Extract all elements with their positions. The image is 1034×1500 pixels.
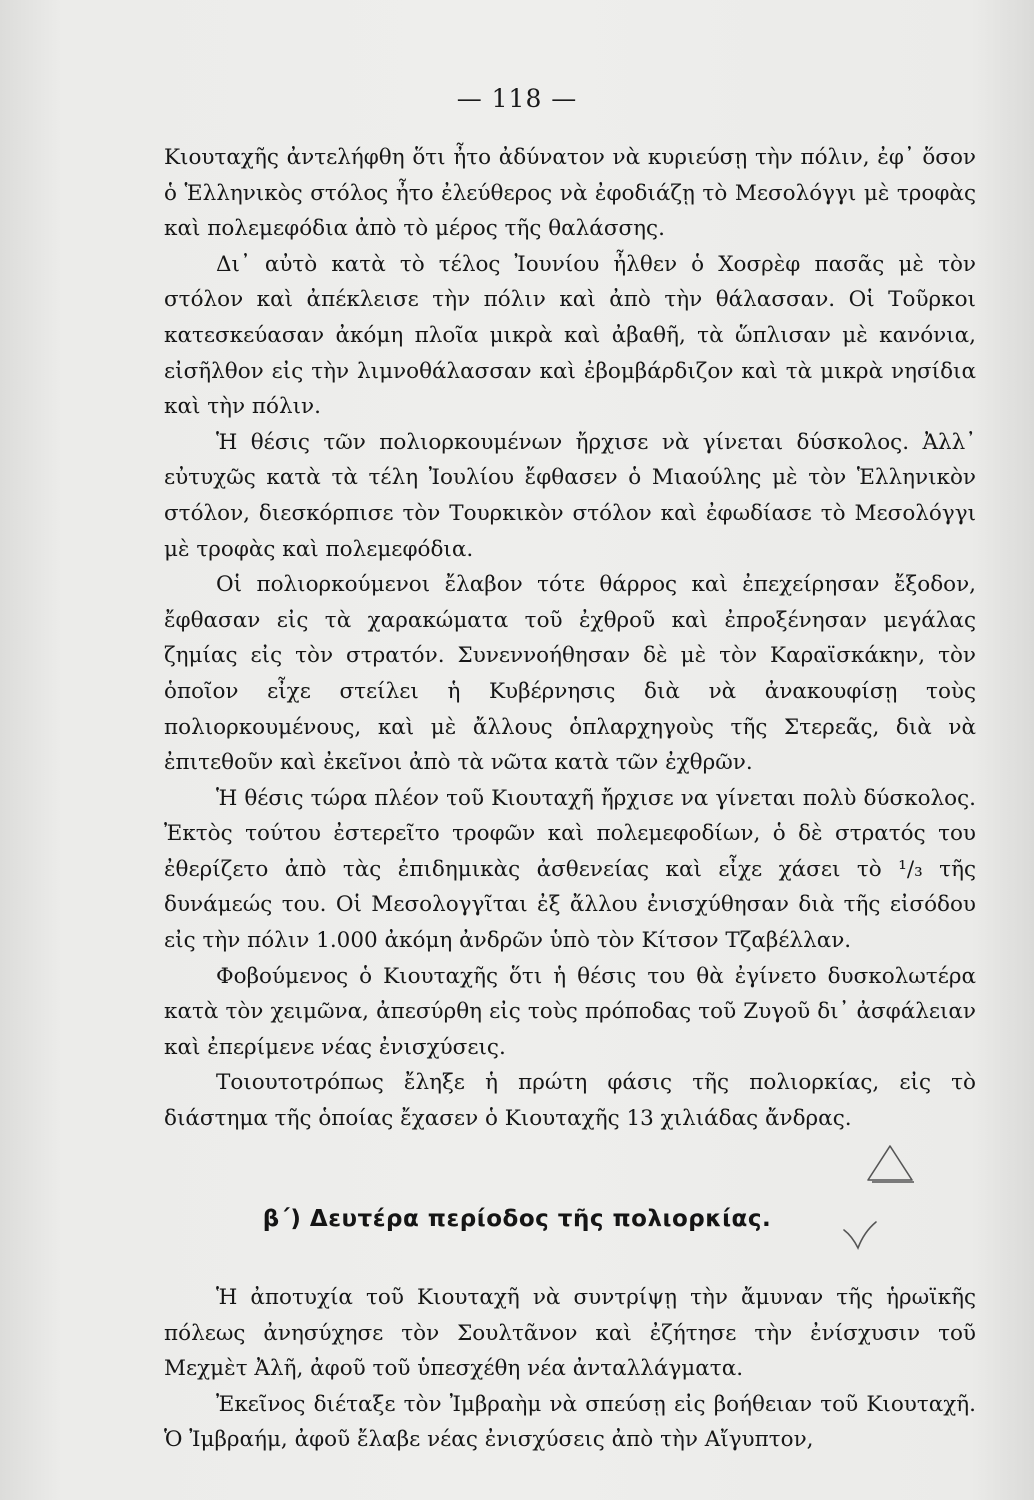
paragraph-4: Οἱ πολιορκούμενοι ἔλαβον τότε θάρρος καὶ ἐπεχείρησαν ἔξοδον, ἔφθασαν εἰς τὰ χαρακώματα τοῦ ἐχθροῦ καὶ ἐπροξένησαν μεγάλας ζημίας εἰς τὸν στρατόν. Συνεννοήθησαν δὲ μὲ τὸν Καραϊσκάκην, τὸν ὁποῖον εἶχε στείλει ἡ Κυβέρνησις διὰ νὰ ἀνακουφίσῃ τοὺς πολιορκουμένους, καὶ μὲ ἄλλους ὁπλαρχηγοὺς τῆς Στερεᾶς, διὰ νὰ ἐπιτεθοῦν καὶ ἐκεῖνοι ἀπὸ τὰ νῶτα κατὰ τῶν ἐχθρῶν. (164, 572, 976, 776)
body-text-section-2 (164, 1280, 976, 1458)
paragraph-8: Ἡ ἀποτυχία τοῦ Κιουταχῆ νὰ συντρίψῃ τὴν ἄμυναν τῆς ἡρωϊκῆς πόλεως ἀνησύχησε τὸν Σουλτᾶνον καὶ ἐζήτησε τὴν ἐνίσχυσιν τοῦ Μεχμὲτ Ἀλῆ, ἀφοῦ τοῦ ὑπεσχέθη νέα ἀνταλλάγματα. (164, 1285, 976, 1382)
paragraph-2: Δι᾽ αὐτὸ κατὰ τὸ τέλος Ἰουνίου ἦλθεν ὁ Χοσρὲφ πασᾶς μὲ τὸν στόλον καὶ ἀπέκλεισε τὴν πόλιν καὶ ἀπὸ τὴν θάλασσαν. Οἱ Τοῦρκοι κατεσκεύασαν ἀκόμη πλοῖα μικρὰ καὶ ἀβαθῆ, τὰ ὥπλισαν μὲ κανόνια, εἰσῆλθον εἰς τὴν λιμνοθάλασσαν καὶ ἐβομβάρδιζον καὶ τὰ μικρὰ νησίδια καὶ τὴν πόλιν. (164, 251, 976, 420)
body-text-section-1 (164, 140, 976, 1137)
paragraph-3: Ἡ θέσις τῶν πολιορκουμένων ἤρχισε νὰ γίνεται δύσκολος. Ἀλλ᾽ εὐτυχῶς κατὰ τὰ τέλη Ἰουλίου ἔφθασεν ὁ Μιαούλης μὲ τὸν Ἑλληνικὸν στόλον, διεσκόρπισε τὸν Τουρκικὸν στόλον καὶ ἐφωδίασε τὸ Μεσολόγγι μὲ τροφὰς καὶ πολεμεφόδια. (164, 429, 976, 562)
paragraph-6: Φοβούμενος ὁ Κιουταχῆς ὅτι ἡ θέσις του θὰ ἐγίνετο δυσκολωτέρα κατὰ τὸν χειμῶνα, ἀπεσύρθη εἰς τοὺς πρόποδας τοῦ Ζυγοῦ δι᾽ ἀσφάλειαν καὶ ἐπερίμενε νέας ἐνισχύσεις. (164, 963, 976, 1060)
checkmark-icon (840, 1218, 880, 1258)
section-heading: β΄) Δευτέρα περίοδος τῆς πολιορκίας. (262, 1206, 772, 1232)
paragraph-7: Τοιουτοτρόπως ἔληξε ἡ πρώτη φάσις τῆς πολιορκίας, εἰς τὸ διάστημα τῆς ὁποίας ἔχασεν ὁ Κιουταχῆς 13 χιλιάδας ἄνδρας. (164, 1070, 976, 1132)
triangle-mark-icon (862, 1138, 918, 1188)
paragraph-9: Ἐκεῖνος διέταξε τὸν Ἰμβραὴμ νὰ σπεύσῃ εἰς βοήθειαν τοῦ Κιουταχῆ. Ὁ Ἰμβραήμ, ἀφοῦ ἔλαβε νέας ἐνισχύσεις ἀπὸ τὴν Αἴγυπτον, (164, 1391, 976, 1453)
paragraph-1: Κιουταχῆς ἀντελήφθη ὅτι ἦτο ἀδύνατον νὰ κυριεύσῃ τὴν πόλιν, ἐφ᾽ ὅσον ὁ Ἑλληνικὸς στόλος ἦτο ἐλεύθερος νὰ ἐφοδιάζῃ τὸ Μεσολόγγι μὲ τροφὰς καὶ πολεμεφόδια ἀπὸ τὸ μέρος τῆς θαλάσσης. (164, 145, 976, 242)
paragraph-5: Ἡ θέσις τώρα πλέον τοῦ Κιουταχῆ ἤρχισε να γίνεται πολὺ δύσκολος. Ἐκτὸς τούτου ἐστερεῖτο τροφῶν καὶ πολεμεφοδίων, ὁ δὲ στρατός του ἐθερίζετο ἀπὸ τὰς ἐπιδημικὰς ἀσθενείας καὶ εἶχε χάσει τὸ ¹/₃ τῆς δυνάμεώς του. Οἱ Μεσολογγῖται ἐξ ἄλλου ἐνισχύθησαν διὰ τῆς εἰσόδου εἰς τὴν πόλιν 1.000 ἀκόμη ἀνδρῶν ὑπὸ τὸν Κίτσον Τζαβέλλαν. (164, 785, 976, 954)
page-number: — 118 — (456, 84, 578, 113)
